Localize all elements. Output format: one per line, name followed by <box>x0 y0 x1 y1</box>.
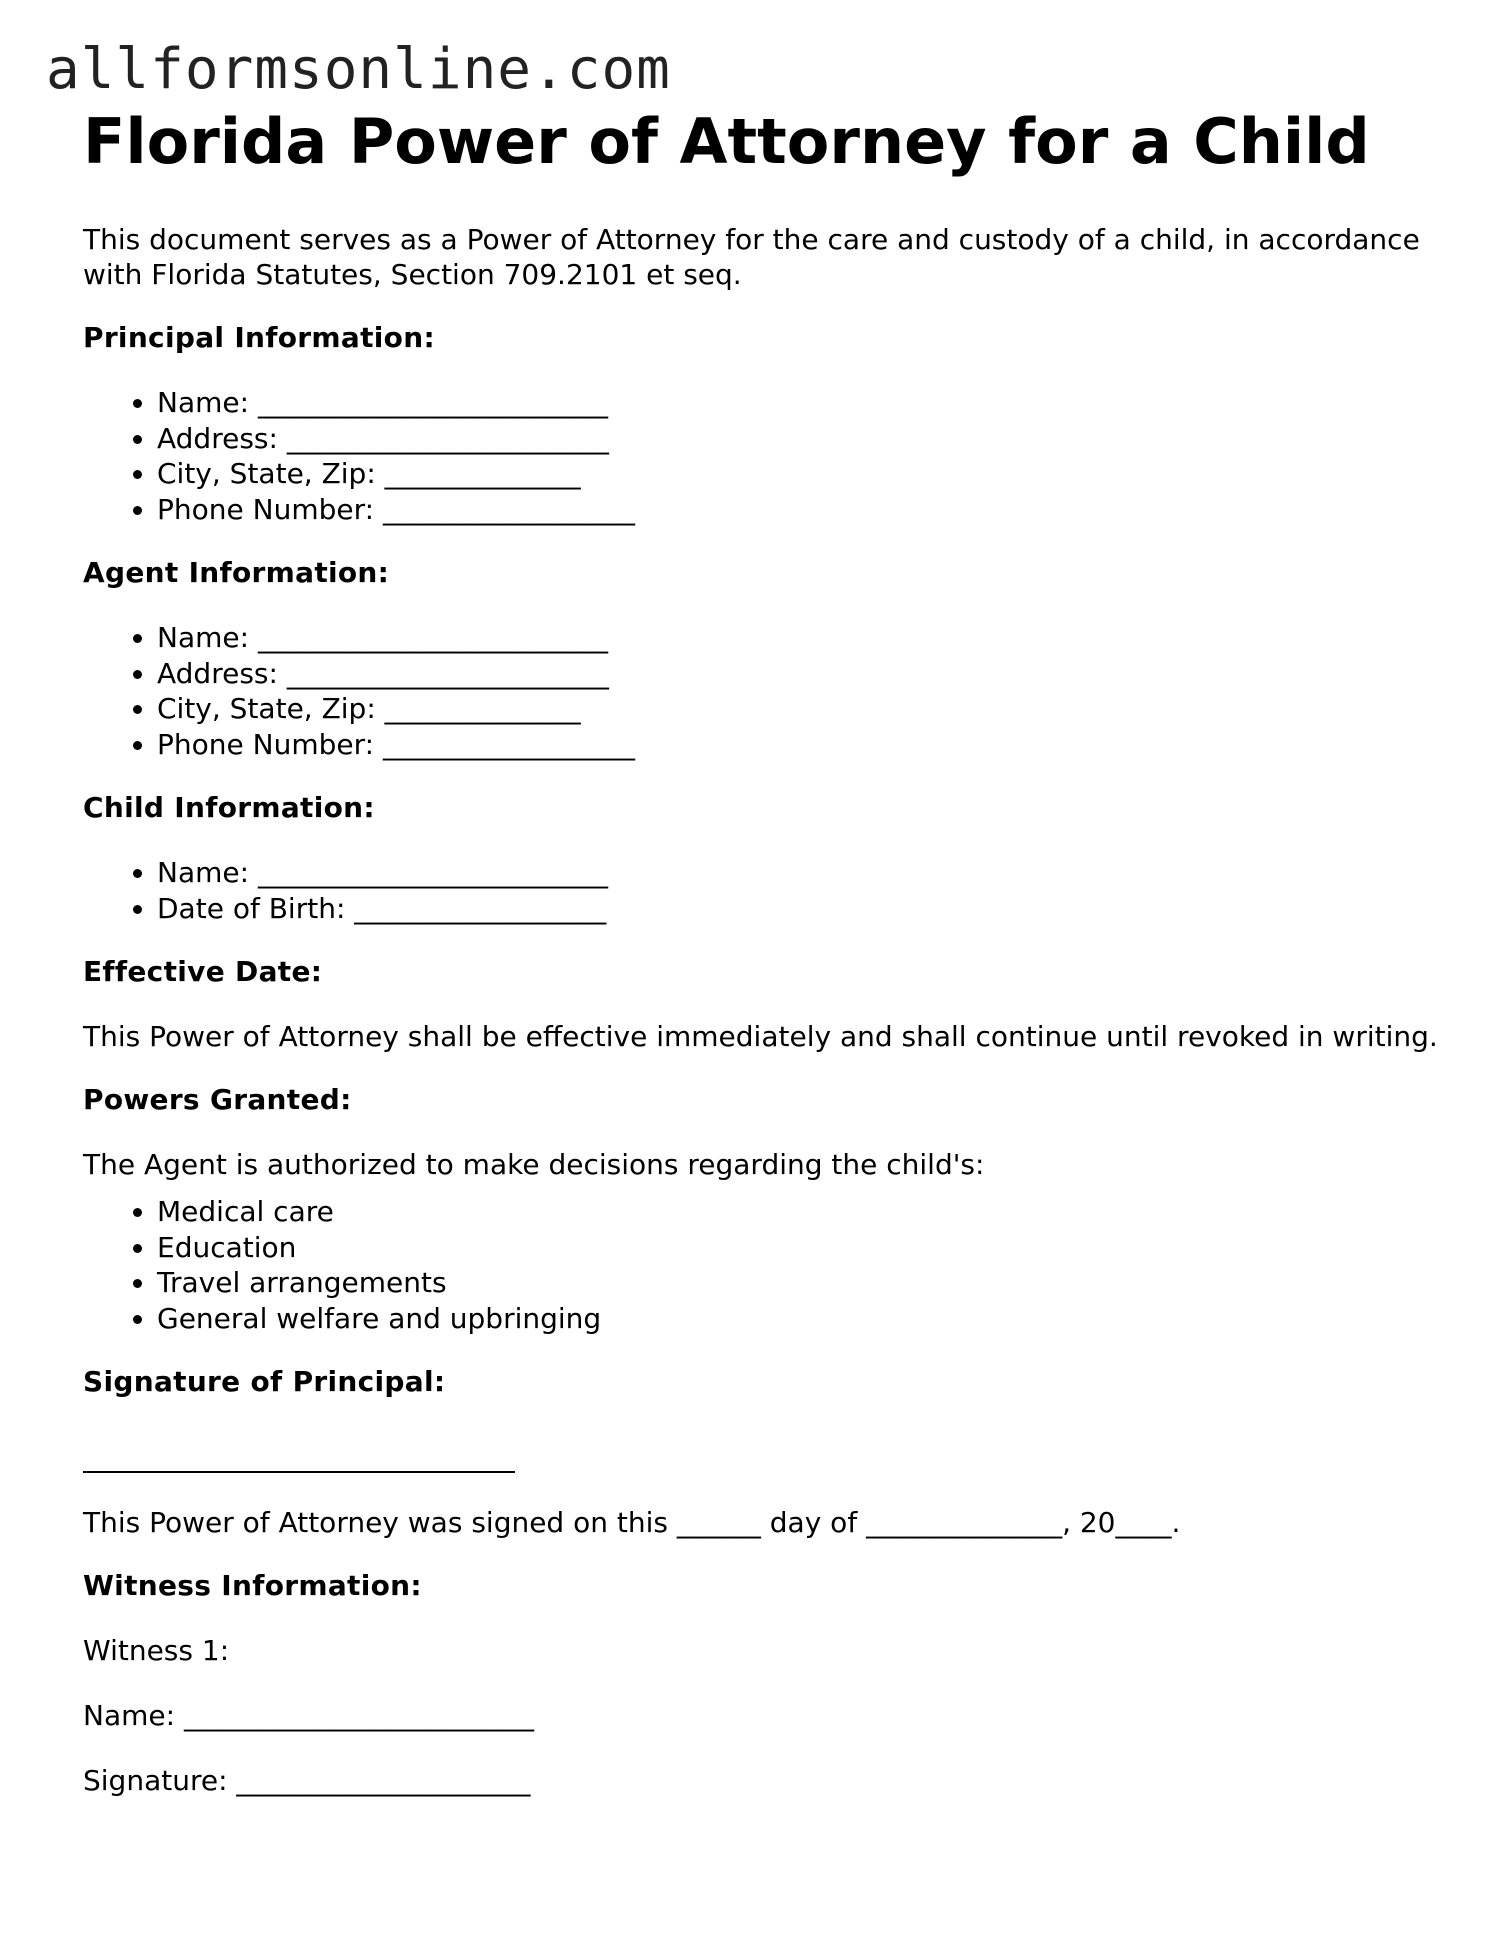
signed-on-statement: This Power of Attorney was signed on this ______ day of ______________, 20____. <box>83 1506 1181 1539</box>
principal-city-state-zip-field[interactable]: • City, State, Zip: ______________ <box>157 456 1443 492</box>
principal-address-field[interactable]: • Address: _______________________ <box>157 421 1443 457</box>
child-fields-list <box>83 855 1443 926</box>
powers-paragraph: The Agent is authorized to make decisions regarding the child's: <box>83 1148 985 1181</box>
principal-name-field[interactable]: • Name: _________________________ <box>157 385 1443 421</box>
effective-date-paragraph: This Power of Attorney shall be effective immediately and shall continue until revoked in writing. <box>83 1020 1438 1053</box>
principal-fields-list <box>83 385 1443 527</box>
agent-phone-field[interactable]: • Phone Number: __________________ <box>157 727 1443 763</box>
witness-label: Witness 1: <box>83 1634 230 1667</box>
document-title: Florida Power of Attorney for a Child <box>83 105 1370 178</box>
child-heading: Child Information: <box>83 791 375 824</box>
agent-address-field[interactable]: • Address: _______________________ <box>157 656 1443 692</box>
principal-phone-field[interactable]: • Phone Number: __________________ <box>157 492 1443 528</box>
powers-heading: Powers Granted: <box>83 1083 352 1116</box>
power-item: • Travel arrangements <box>157 1265 1443 1301</box>
powers-list <box>83 1194 1443 1336</box>
child-dob-field[interactable]: • Date of Birth: __________________ <box>157 891 1443 927</box>
principal-heading: Principal Information: <box>83 321 435 354</box>
child-name-field[interactable]: • Name: _________________________ <box>157 855 1443 891</box>
intro-paragraph: This document serves as a Power of Attorney for the care and custody of a child, in accordance with Florida Statutes, Section 709.2101 et seq. <box>83 223 1420 291</box>
document-body <box>83 105 1443 1798</box>
agent-fields-list <box>83 620 1443 762</box>
witness-name-field[interactable]: Name: _________________________ <box>83 1699 534 1732</box>
signature-heading: Signature of Principal: <box>83 1365 446 1398</box>
agent-name-field[interactable]: • Name: _________________________ <box>157 620 1443 656</box>
agent-heading: Agent Information: <box>83 556 390 589</box>
principal-signature-line[interactable] <box>83 1451 1443 1477</box>
effective-date-heading: Effective Date: <box>83 955 323 988</box>
witness-signature-field[interactable]: Signature: _____________________ <box>83 1764 531 1797</box>
power-item: • Education <box>157 1230 1443 1266</box>
witness-heading: Witness Information: <box>83 1569 422 1602</box>
watermark-text: allformsonline.com <box>46 37 671 102</box>
power-item: • General welfare and upbringing <box>157 1301 1443 1337</box>
agent-city-state-zip-field[interactable]: • City, State, Zip: ______________ <box>157 691 1443 727</box>
power-item: • Medical care <box>157 1194 1443 1230</box>
